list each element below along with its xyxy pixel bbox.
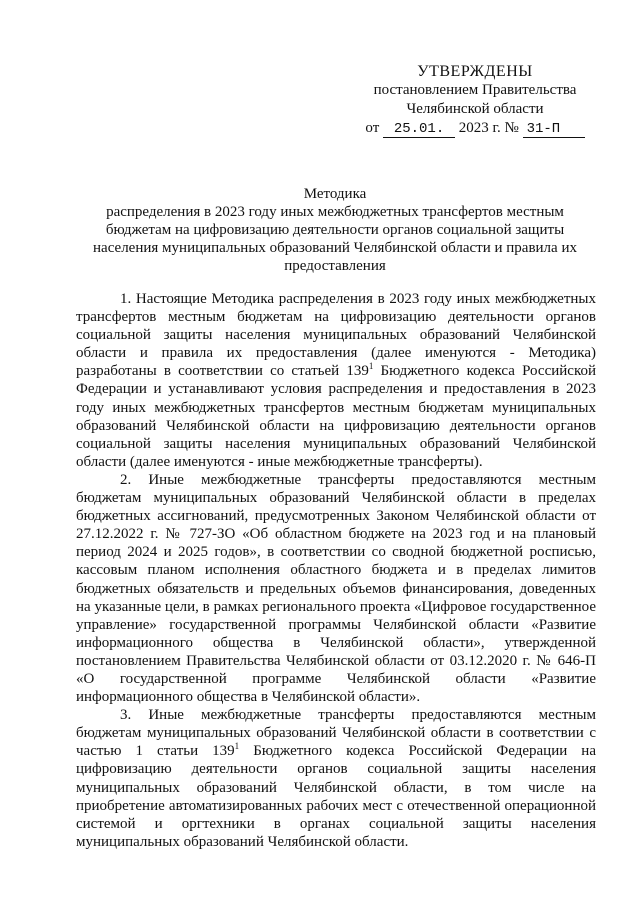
approval-line-2: Челябинской области [406, 101, 544, 117]
paragraph-3-part-b: Бюджетного кодекса Российской Федерации на цифровизацию деятельности органов социальной защиты населения муниципальных образований Челябинской области, в том числе на приобретение автоматизированных рабочих мест с отечественной операционной системой и оргтехники в органах социальной защиты населения муниципальных образований Челябинской области. [76, 743, 596, 850]
document-title [80, 185, 590, 275]
date-prefix: от [365, 120, 380, 136]
paragraph-1-superscript: 1 [368, 361, 374, 372]
title-line-1: Методика [303, 186, 367, 202]
paragraph-1-part-a: 1. Настоящие Методика распределения в 2023 году иных межбюджетных трансфертов местным бюджетам на цифровизацию деятельности органов социальной защиты населения муниципальных образований Челябинской области и правила их предоставления (далее именуются - Методика) разработаны в соответствии со статьей 139 [76, 291, 596, 380]
paragraph-1-part-b: Бюджетного кодекса Российской Федерации и устанавливают условия распределения и предоставления в 2023 году иных межбюджетных трансфертов местным бюджетам муниципальных образований Челябинской области на цифровизацию деятельности органов социальной защиты населения муниципальных образований Челябинской области (далее именуются - иные межбюджетные трансферты). [76, 363, 597, 470]
approval-date-line [355, 119, 595, 138]
approval-line-1: постановлением Правительства [373, 82, 577, 98]
paragraph-3 [76, 706, 596, 851]
title-line-5: предоставления [284, 258, 386, 274]
title-line-2: распределения в 2023 году иных межбюджетных трансфертов местным [106, 204, 564, 220]
document-body [76, 290, 596, 851]
paragraph-3-part-a: 3. Иные межбюджетные трансферты предоставляются местным бюджетам муниципальных образований Челябинской области в соответствии с частью 1 статьи 139 [76, 707, 596, 760]
approval-stamp [355, 62, 595, 138]
decree-number: 31-П [523, 121, 585, 138]
title-line-4: населения муниципальных образований Челябинской области и правила их [93, 240, 577, 256]
title-line-3: бюджетам на цифровизацию деятельности органов социальной защиты [105, 222, 565, 238]
paragraph-1 [76, 290, 596, 471]
date-value: 25.01. [383, 121, 455, 138]
approval-heading: УТВЕРЖДЕНЫ [417, 63, 533, 80]
paragraph-3-superscript: 1 [234, 741, 240, 752]
year-text: 2023 г. № [458, 120, 519, 136]
paragraph-2: 2. Иные межбюджетные трансферты предоставляются местным бюджетам муниципальных образований Челябинской области в пределах бюджетных ассигнований, предусмотренных Законом Челябинской области от 27.12.2022 г. № 727-ЗО «Об областном бюджете на 2023 год и на плановый период 2024 и 2025 годов», в соответствии со сводной бюджетной росписью, кассовым планом исполнения областного бюджета и в пределах лимитов бюджетных обязательств и предельных объемов финансирования, доведенных на указанные цели, в рамках регионального проекта «Цифровое государственное управление» государственной программы Челябинской области «Развитие информационного общества в Челябинской области», утвержденной постановлением Правительства Челябинской области от 03.12.2020 г. № 646-П «О государственной программе Челябинской области «Развитие информационного общества в Челябинской области». [76, 471, 596, 706]
